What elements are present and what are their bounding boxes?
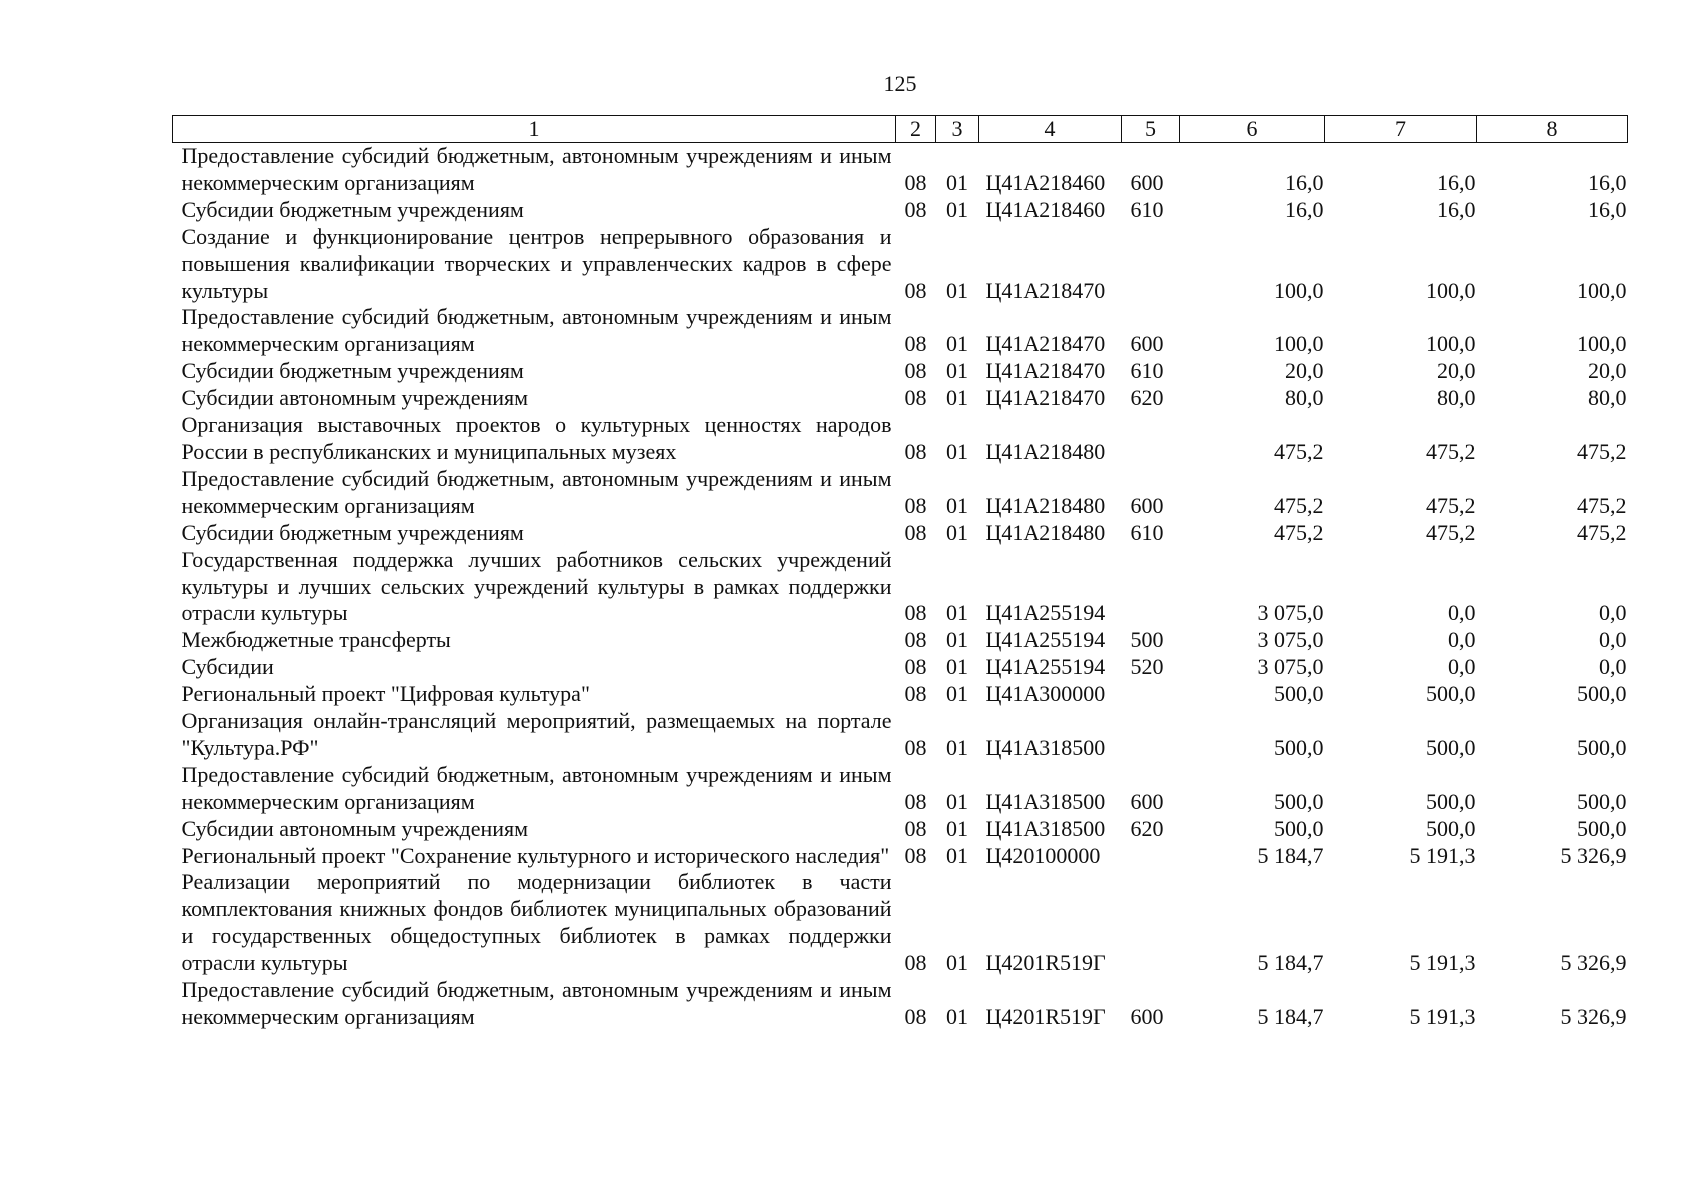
header-col-3: 3 (936, 116, 979, 143)
row-name: Субсидии автономным учреждениям (181, 385, 529, 411)
amount-col-6: 16,0 (1285, 196, 1324, 222)
target-article-code: Ц41А218460 (985, 169, 1106, 195)
amount-col-7: 475,2 (1426, 492, 1476, 518)
expense-type-code (1122, 843, 1180, 870)
table-row (173, 547, 1628, 628)
amount-col-7: 100,0 (1426, 277, 1476, 303)
amount-col-8: 16,0 (1588, 196, 1627, 222)
amount-col-7: 500,0 (1426, 815, 1476, 841)
target-article-code: Ц41А218470 (985, 331, 1106, 357)
amount-col-7: 500,0 (1426, 681, 1476, 707)
subsection-code: 01 (946, 681, 968, 707)
table-row (173, 385, 1628, 412)
section-code: 08 (904, 331, 927, 357)
amount-col-8: 100,0 (1577, 277, 1627, 303)
section-code: 08 (904, 385, 927, 411)
expense-type-code: 600 (1130, 169, 1164, 195)
table-row (173, 466, 1628, 520)
section-code: 08 (904, 842, 927, 868)
amount-col-6: 500,0 (1274, 734, 1324, 760)
amount-col-6: 475,2 (1274, 519, 1324, 545)
amount-col-6: 3 075,0 (1257, 654, 1324, 680)
target-article-code: Ц41А255194 (985, 654, 1106, 680)
table-row (173, 224, 1628, 305)
table-row (173, 358, 1628, 385)
amount-col-8: 475,2 (1577, 492, 1627, 518)
amount-col-6: 3 075,0 (1257, 627, 1324, 653)
section-code: 08 (904, 681, 927, 707)
subsection-code: 01 (946, 169, 968, 195)
amount-col-7: 5 191,3 (1409, 1004, 1476, 1029)
table-header (173, 116, 1628, 143)
amount-col-6: 100,0 (1274, 331, 1324, 357)
amount-col-8: 500,0 (1577, 815, 1627, 841)
target-article-code: Ц41А218480 (985, 492, 1106, 518)
row-name: Субсидии (181, 654, 274, 680)
amount-col-6: 80,0 (1285, 385, 1324, 411)
row-name: Субсидии бюджетным учреждениям (181, 519, 524, 545)
amount-col-7: 500,0 (1426, 734, 1476, 760)
target-article-code: Ц41А218480 (985, 438, 1106, 464)
expense-type-code: 520 (1130, 654, 1164, 680)
target-article-code: Ц420100000 (985, 842, 1101, 868)
amount-col-6: 20,0 (1285, 358, 1324, 384)
expense-type-code (1122, 412, 1180, 466)
amount-col-8: 20,0 (1588, 358, 1627, 384)
section-code: 08 (904, 600, 927, 626)
table-body (173, 143, 1628, 1031)
table-row (173, 977, 1628, 1031)
expense-type-code (1122, 224, 1180, 305)
section-code: 08 (904, 358, 927, 384)
target-article-code: Ц4201R519Г (985, 950, 1106, 976)
table-row (173, 143, 1628, 197)
table-row (173, 816, 1628, 843)
expense-type-code (1122, 869, 1180, 977)
row-name: Организация онлайн-трансляций мероприятий, размещаемых на портале "Культура.РФ" (181, 708, 892, 760)
row-name: Предоставление субсидий бюджетным, автономным учреждениям и иным некоммерческим организациям (181, 465, 892, 518)
target-article-code: Ц4201R519Г (985, 1004, 1106, 1029)
amount-col-7: 0,0 (1448, 627, 1476, 653)
expense-type-code: 610 (1130, 196, 1164, 222)
header-col-5: 5 (1122, 116, 1180, 143)
row-name: Предоставление субсидий бюджетным, автономным учреждениям и иным некоммерческим организациям (181, 143, 892, 195)
header-col-4: 4 (979, 116, 1122, 143)
header-col-7: 7 (1325, 116, 1477, 143)
expense-type-code (1122, 708, 1180, 762)
amount-col-6: 500,0 (1274, 815, 1324, 841)
header-col-6: 6 (1180, 116, 1325, 143)
subsection-code: 01 (946, 654, 968, 680)
target-article-code: Ц41А255194 (985, 600, 1106, 626)
target-article-code: Ц41А255194 (985, 627, 1106, 653)
expense-type-code: 600 (1130, 1004, 1164, 1029)
subsection-code: 01 (946, 815, 968, 841)
expense-type-code (1122, 681, 1180, 708)
amount-col-6: 3 075,0 (1257, 600, 1324, 626)
amount-col-6: 100,0 (1274, 277, 1324, 303)
section-code: 08 (904, 734, 927, 760)
subsection-code: 01 (946, 331, 968, 357)
table-row (173, 654, 1628, 681)
section-code: 08 (904, 950, 927, 976)
table-row (173, 869, 1628, 977)
section-code: 08 (904, 492, 927, 518)
expense-type-code: 600 (1130, 788, 1164, 814)
table-row (173, 708, 1628, 762)
amount-col-8: 0,0 (1599, 627, 1627, 653)
amount-col-7: 475,2 (1426, 438, 1476, 464)
row-name: Региональный проект "Цифровая культура" (181, 681, 590, 707)
header-col-1: 1 (173, 116, 896, 143)
expense-type-code: 610 (1130, 519, 1164, 545)
subsection-code: 01 (946, 385, 968, 411)
amount-col-7: 500,0 (1426, 788, 1476, 814)
row-name: Предоставление субсидий бюджетным, автономным учреждениям и иным некоммерческим организациям (181, 304, 892, 357)
section-code: 08 (904, 438, 927, 464)
expense-type-code: 600 (1130, 492, 1164, 518)
amount-col-6: 500,0 (1274, 681, 1324, 707)
subsection-code: 01 (946, 734, 968, 760)
section-code: 08 (904, 654, 927, 680)
header-col-2: 2 (896, 116, 936, 143)
target-article-code: Ц41А318500 (985, 788, 1106, 814)
amount-col-6: 475,2 (1274, 492, 1324, 518)
amount-col-8: 80,0 (1588, 385, 1627, 411)
subsection-code: 01 (946, 358, 968, 384)
page-number: 125 (883, 71, 917, 96)
row-name: Субсидии бюджетным учреждениям (181, 358, 524, 384)
amount-col-8: 100,0 (1577, 331, 1627, 357)
subsection-code: 01 (946, 788, 968, 814)
section-code: 08 (904, 815, 927, 841)
row-name: Государственная поддержка лучших работников сельских учреждений культуры и лучших сельских учреждений культуры в рамках поддержки отрасли культуры (181, 546, 892, 626)
amount-col-8: 5 326,9 (1560, 842, 1627, 868)
amount-col-7: 475,2 (1426, 519, 1476, 545)
budget-table (172, 115, 1628, 1031)
expense-type-code (1122, 547, 1180, 628)
amount-col-6: 5 184,7 (1257, 842, 1324, 868)
section-code: 08 (904, 519, 927, 545)
row-name: Организация выставочных проектов о культурных ценностях народов России в республиканских и муниципальных музеях (181, 412, 892, 464)
section-code: 08 (904, 788, 927, 814)
amount-col-7: 20,0 (1437, 358, 1476, 384)
amount-col-7: 5 191,3 (1409, 842, 1476, 868)
amount-col-8: 475,2 (1577, 438, 1627, 464)
section-code: 08 (904, 1004, 927, 1029)
section-code: 08 (904, 627, 927, 653)
target-article-code: Ц41А318500 (985, 815, 1106, 841)
subsection-code: 01 (946, 519, 968, 545)
amount-col-6: 5 184,7 (1257, 1004, 1324, 1029)
amount-col-8: 475,2 (1577, 519, 1627, 545)
row-name: Предоставление субсидий бюджетным, автономным учреждениям и иным некоммерческим организациям (181, 977, 892, 1029)
amount-col-8: 500,0 (1577, 681, 1627, 707)
amount-col-6: 500,0 (1274, 788, 1324, 814)
expense-type-code: 610 (1130, 358, 1164, 384)
section-code: 08 (904, 277, 927, 303)
target-article-code: Ц41А300000 (985, 681, 1106, 707)
amount-col-6: 16,0 (1285, 169, 1324, 195)
subsection-code: 01 (946, 600, 968, 626)
target-article-code: Ц41А218470 (985, 358, 1106, 384)
row-name: Создание и функционирование центров непрерывного образования и повышения квалификации творческих и управленческих кадров в сфере культуры (181, 223, 892, 303)
amount-col-8: 0,0 (1599, 600, 1627, 626)
target-article-code: Ц41А218460 (985, 196, 1106, 222)
subsection-code: 01 (946, 196, 968, 222)
amount-col-7: 16,0 (1437, 196, 1476, 222)
expense-type-code: 620 (1130, 385, 1164, 411)
subsection-code: 01 (946, 438, 968, 464)
amount-col-7: 0,0 (1448, 600, 1476, 626)
amount-col-6: 475,2 (1274, 438, 1324, 464)
amount-col-6: 5 184,7 (1257, 950, 1324, 976)
amount-col-7: 100,0 (1426, 331, 1476, 357)
amount-col-8: 16,0 (1588, 169, 1627, 195)
amount-col-8: 500,0 (1577, 734, 1627, 760)
target-article-code: Ц41А218480 (985, 519, 1106, 545)
table-row (173, 762, 1628, 816)
amount-col-7: 80,0 (1437, 385, 1476, 411)
target-article-code: Ц41А218470 (985, 277, 1106, 303)
header-col-8: 8 (1477, 116, 1628, 143)
amount-col-8: 5 326,9 (1560, 950, 1627, 976)
expense-type-code: 620 (1130, 815, 1164, 841)
subsection-code: 01 (946, 1004, 968, 1029)
amount-col-8: 5 326,9 (1560, 1004, 1627, 1029)
target-article-code: Ц41А218470 (985, 385, 1106, 411)
row-name: Субсидии автономным учреждениям (181, 815, 529, 841)
target-article-code: Ц41А318500 (985, 734, 1106, 760)
subsection-code: 01 (946, 492, 968, 518)
table-row (173, 520, 1628, 547)
row-name: Межбюджетные трансферты (181, 627, 451, 653)
row-name: Региональный проект "Сохранение культурного и исторического наследия" (181, 842, 890, 868)
amount-col-7: 16,0 (1437, 169, 1476, 195)
table-row (173, 304, 1628, 358)
table-row (173, 412, 1628, 466)
table-row (173, 681, 1628, 708)
amount-col-8: 0,0 (1599, 654, 1627, 680)
section-code: 08 (904, 169, 927, 195)
expense-type-code: 500 (1130, 627, 1164, 653)
section-code: 08 (904, 196, 927, 222)
amount-col-7: 0,0 (1448, 654, 1476, 680)
amount-col-8: 500,0 (1577, 788, 1627, 814)
subsection-code: 01 (946, 627, 968, 653)
expense-type-code: 600 (1130, 331, 1164, 357)
header-row (173, 116, 1628, 143)
row-name: Субсидии бюджетным учреждениям (181, 196, 524, 222)
row-name: Реализации мероприятий по модернизации библиотек в части комплектования книжных фондов библиотек муниципальных образований и государственных общедоступных библиотек в рамках поддержки отрасли культуры (181, 869, 892, 976)
subsection-code: 01 (946, 842, 968, 868)
table-row (173, 627, 1628, 654)
table-row (173, 843, 1628, 870)
table-row (173, 197, 1628, 224)
row-name: Предоставление субсидий бюджетным, автономным учреждениям и иным некоммерческим организациям (181, 761, 892, 814)
amount-col-7: 5 191,3 (1409, 950, 1476, 976)
subsection-code: 01 (946, 950, 968, 976)
subsection-code: 01 (946, 277, 968, 303)
